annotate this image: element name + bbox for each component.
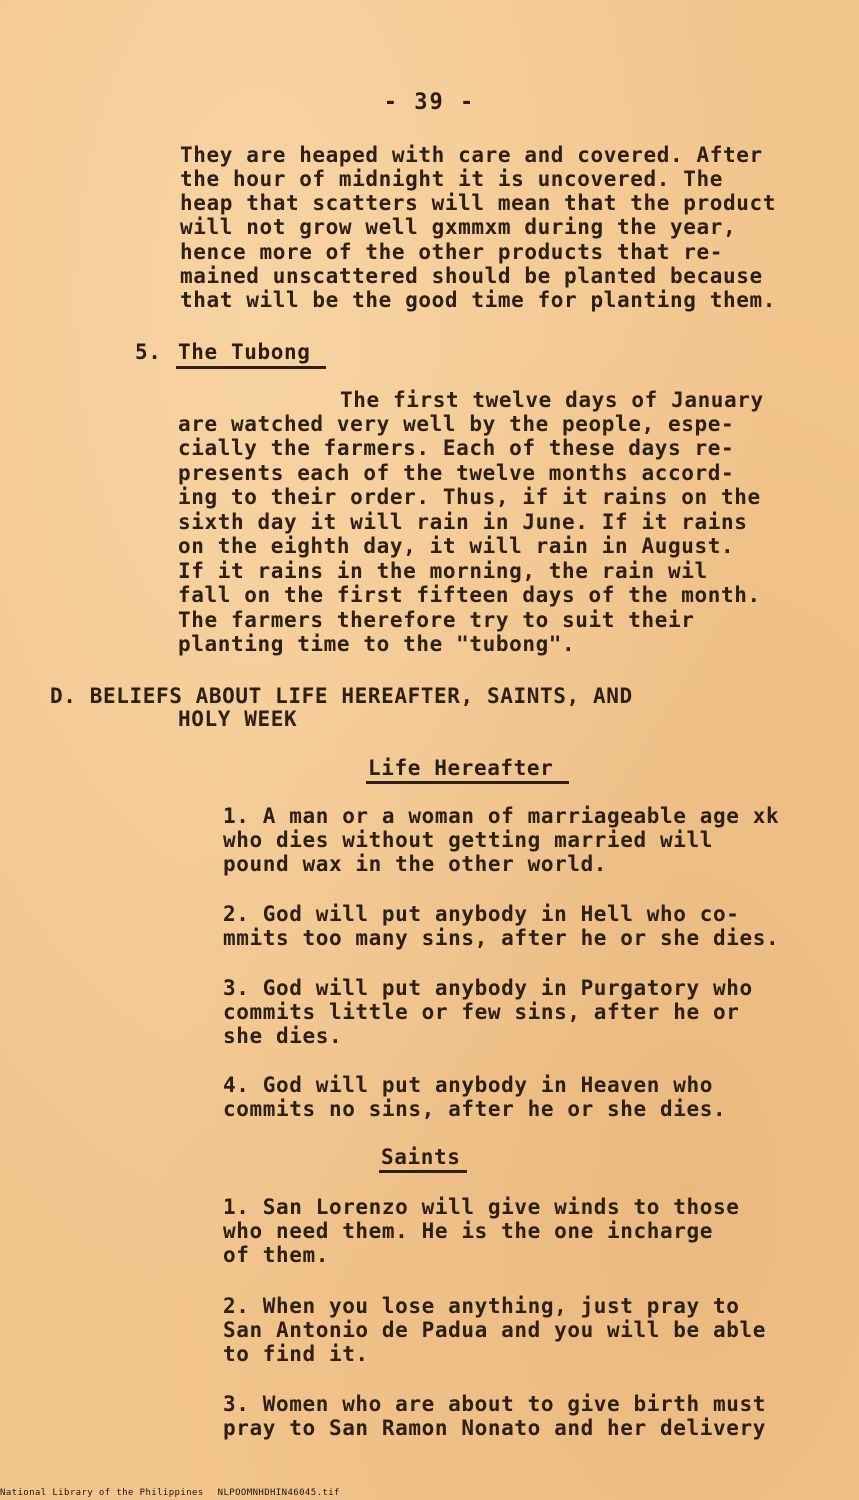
text-line: hence more of the other products that re- — [180, 240, 723, 264]
list-item-line: San Antonio de Padua and you will be able — [223, 1318, 766, 1342]
text-line: presents each of the twelve months accord- — [178, 461, 735, 485]
footer-library: National Library of the Philippines — [0, 1488, 204, 1498]
list-item-line: to find it. — [223, 1342, 369, 1366]
text-line: If it rains in the morning, the rain wil — [178, 559, 708, 583]
text-line: fall on the first fifteen days of the month. — [178, 583, 761, 607]
list-item-line: mmits too many sins, after he or she dies. — [223, 926, 780, 950]
list-item-line: of them. — [223, 1243, 329, 1267]
section-d-line-2: HOLY WEEK — [178, 707, 298, 731]
page-number: - 39 - — [383, 90, 476, 115]
text-line: mained unscattered should be planted because — [180, 264, 763, 288]
section-5-number: 5. — [135, 340, 162, 364]
list-item-line: 3. Women who are about to give birth must — [223, 1392, 766, 1416]
section-5-title-underline — [176, 366, 326, 369]
list-item-line: she dies. — [223, 1024, 343, 1048]
list-item-line: pound wax in the other world. — [223, 852, 608, 876]
saints-underline — [379, 1170, 467, 1173]
list-item-line: 2. God will put anybody in Hell who co- — [223, 902, 740, 926]
text-line: that will be the good time for planting them. — [180, 288, 776, 312]
text-line: the hour of midnight it is uncovered. The — [180, 167, 723, 191]
list-item-line: commits no sins, after he or she dies. — [223, 1097, 727, 1121]
life-hereafter-heading: Life Hereafter — [368, 756, 554, 780]
text-line: cially the farmers. Each of these days re- — [178, 436, 735, 460]
list-item-line: who need them. He is the one incharge — [223, 1219, 713, 1243]
list-item-line: who dies without getting married will — [223, 828, 713, 852]
list-item-line: 4. God will put anybody in Heaven who — [223, 1073, 713, 1097]
scan-footer — [0, 1488, 354, 1499]
text-line: planting time to the "tubong". — [178, 632, 576, 656]
section-d-line-1: D. BELIEFS ABOUT LIFE HEREAFTER, SAINTS, AND — [50, 684, 633, 708]
list-item-line: 3. God will put anybody in Purgatory who — [223, 976, 753, 1000]
text-line: sixth day it will rain in June. If it rains — [178, 510, 748, 534]
text-line: will not grow well gxmmxm during the year, — [180, 215, 737, 239]
list-item-line: 1. San Lorenzo will give winds to those — [223, 1195, 740, 1219]
footer-file: NLPOOMNHDHIN46045.tif — [217, 1488, 340, 1498]
section-5-title: The Tubong — [178, 340, 311, 364]
text-line: The farmers therefore try to suit their — [178, 608, 695, 632]
list-item-line: 2. When you lose anything, just pray to — [223, 1294, 740, 1318]
text-line: heap that scatters will mean that the product — [180, 191, 776, 215]
text-line: The first twelve days of January — [340, 388, 764, 412]
list-item-line: 1. A man or a woman of marriageable age xk — [223, 804, 780, 828]
life-hereafter-underline — [366, 781, 569, 784]
list-item-line: commits little or few sins, after he or — [223, 1000, 740, 1024]
saints-heading: Saints — [381, 1145, 461, 1169]
text-line: They are heaped with care and covered. After — [180, 143, 763, 167]
text-line: on the eighth day, it will rain in August. — [178, 534, 735, 558]
text-line: ing to their order. Thus, if it rains on the — [178, 485, 761, 509]
text-line: are watched very well by the people, espe- — [178, 412, 735, 436]
list-item-line: pray to San Ramon Nonato and her delivery — [223, 1416, 766, 1440]
